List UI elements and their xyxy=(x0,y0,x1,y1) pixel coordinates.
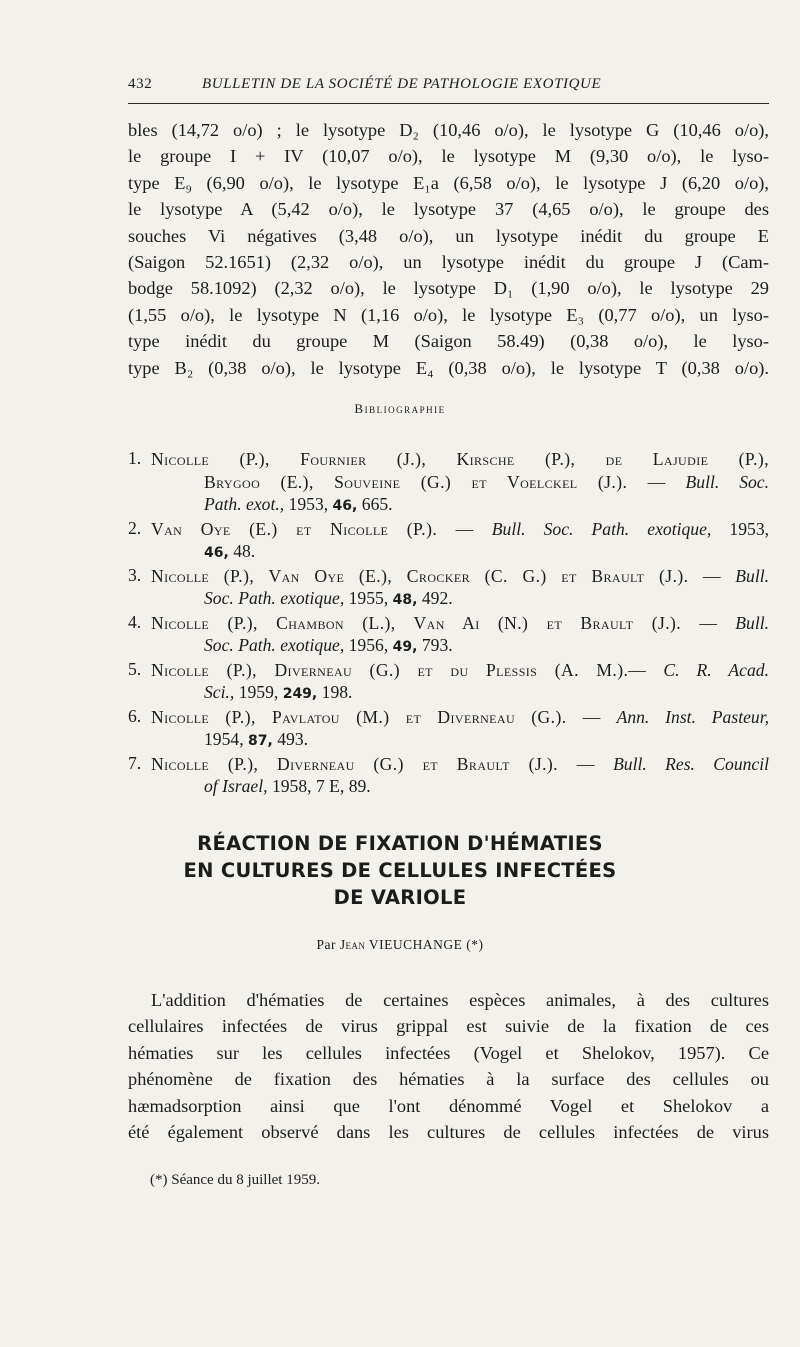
body-line: le lysotype A (5,42 o/o), le lysotype 37 (4,65 o/o), le groupe des xyxy=(128,199,769,220)
reference-line xyxy=(128,587,769,612)
footnote: (*) Séance du 8 juillet 1959. xyxy=(150,1172,320,1188)
reference-volume: 249, xyxy=(282,686,318,702)
reference-year: 1958, xyxy=(271,776,312,796)
reference-pages: 493. xyxy=(277,729,309,749)
reference-pages: 793. xyxy=(421,635,453,655)
reference-year: 1955, xyxy=(348,588,389,608)
reference-journal: C. R. Acad. xyxy=(663,659,769,680)
body-line: bles (14,72 o/o) ; le lysotype D₂ (10,46 o/o), le lysotype G (10,46 o/o), xyxy=(128,120,769,140)
bibliography-heading: Bibliographie xyxy=(354,401,446,416)
reference-authors: Brygoo (E.), Souveine (G.) et Voelckel (J.). — xyxy=(204,471,666,492)
body-line: type E₉ (6,90 o/o), le lysotype E₁a (6,58 o/o), le lysotype J (6,20 o/o), xyxy=(128,172,769,193)
intro-line: hématies sur les cellules infectées (Vogel et Shelokov, 1957). Ce xyxy=(128,1042,769,1063)
reference-item xyxy=(128,565,769,612)
body-line: bodge 58.1092) (2,32 o/o), le lysotype D₁ (1,90 o/o), le lysotype 29 xyxy=(128,278,769,299)
intro-line: hæmadsorption ainsi que l'ont dénommé Vogel et Shelokov a xyxy=(128,1095,769,1116)
reference-number: 7. xyxy=(128,752,142,773)
reference-volume: 7 E, xyxy=(315,776,345,796)
reference-item xyxy=(128,448,769,518)
reference-line xyxy=(128,634,769,659)
reference-year: 1956, xyxy=(348,635,389,655)
reference-authors: Nicolle (P.), Fournier (J.), Kirsche (P.), de Lajudie (P.), xyxy=(151,449,769,469)
reference-journal: Bull. xyxy=(735,565,769,586)
reference-item xyxy=(128,612,769,659)
reference-line xyxy=(128,775,769,798)
body-line: (1,55 o/o), le lysotype N (1,16 o/o), le lysotype E₃ (0,77 o/o), un lyso- xyxy=(128,304,769,325)
reference-item xyxy=(128,659,769,706)
article-title xyxy=(0,830,800,911)
reference-volume: 46, xyxy=(332,498,358,514)
reference-authors: Nicolle (P.), Van Oye (E.), Crocker (C. G.) et Brault (J.). — xyxy=(151,565,722,586)
reference-number: 4. xyxy=(128,611,142,632)
reference-pages: 665. xyxy=(361,494,393,514)
reference-authors: Nicolle (P.), Diverneau (G.) et Brault (J.). — xyxy=(151,753,595,774)
reference-authors: Nicolle (P.), Pavlatou (M.) et Diverneau (G.). — xyxy=(151,706,601,727)
reference-volume: 46, xyxy=(204,545,229,561)
reference-journal: Path. exot., xyxy=(204,494,285,514)
reference-journal: Bull. xyxy=(735,612,769,633)
reference-line xyxy=(128,518,769,541)
reference-journal: Ann. Inst. Pasteur, xyxy=(616,706,769,727)
intro-line: phénomène de fixation des hématies à la surface des cellules ou xyxy=(128,1069,769,1090)
reference-year: 1959, xyxy=(238,682,279,702)
reference-year: 1954, xyxy=(204,729,244,749)
reference-item xyxy=(128,706,769,753)
reference-line xyxy=(128,706,769,729)
byline-prefix: Par xyxy=(316,937,336,952)
reference-journal: Bull. Soc. Path. exotique, xyxy=(491,518,712,539)
reference-number: 3. xyxy=(128,564,142,585)
body-line: (Saigon 52.1651) (2,32 o/o), un lysotype inédit du groupe J (Cam- xyxy=(128,252,769,273)
journal-title: BULLETIN DE LA SOCIÉTÉ DE PATHOLOGIE EXOTIQUE xyxy=(202,76,602,92)
reference-item xyxy=(128,518,769,565)
reference-item xyxy=(128,753,769,798)
reference-line xyxy=(128,565,769,588)
reference-number: 6. xyxy=(128,705,142,726)
reference-journal: Soc. Path. exotique, xyxy=(204,588,345,608)
reference-authors: Nicolle (P.), Chambon (L.), Van Ai (N.) et Brault (J.). — xyxy=(151,612,718,633)
reference-line xyxy=(128,493,769,518)
reference-number: 2. xyxy=(128,517,142,538)
body-paragraph xyxy=(128,117,769,381)
reference-number: 5. xyxy=(128,658,142,679)
intro-line: été également observé dans les cultures de cellules infectées de virus xyxy=(128,1122,769,1143)
body-line: souches Vi négatives (3,48 o/o), un lysotype inédit du groupe E xyxy=(128,225,769,246)
reference-year: 1953, xyxy=(729,518,770,539)
reference-authors: Nicolle (P.), Diverneau (G.) et du Plessis (A. M.).— xyxy=(151,659,647,680)
reference-pages: 492. xyxy=(421,588,453,608)
reference-journal: Soc. Path. exotique, xyxy=(204,635,345,655)
reference-line xyxy=(128,681,769,706)
reference-year: 1953, xyxy=(288,494,329,514)
title-line: DE VARIOLE xyxy=(333,886,467,909)
reference-line xyxy=(128,659,769,682)
body-line: type B₂ (0,38 o/o), le lysotype E₄ (0,38 o/o), le lysotype T (0,38 o/o). xyxy=(128,357,769,378)
reference-volume: 49, xyxy=(392,639,418,655)
footnote-marker: (*) xyxy=(466,937,484,952)
title-line: RÉACTION DE FIXATION D'HÉMATIES xyxy=(197,832,603,855)
title-line: EN CULTURES DE CELLULES INFECTÉES xyxy=(183,859,617,882)
reference-journal: of Israel, xyxy=(204,776,268,796)
reference-line xyxy=(128,728,769,753)
reference-volume: 87, xyxy=(248,733,273,749)
author-last-name: VIEUCHANGE xyxy=(368,937,463,952)
reference-pages: 89. xyxy=(348,776,371,796)
reference-line xyxy=(128,612,769,635)
reference-volume: 48, xyxy=(392,592,418,608)
reference-authors: Van Oye (E.) et Nicolle (P.). — xyxy=(151,518,474,539)
reference-journal: Bull. Res. Council xyxy=(613,753,770,774)
header-rule xyxy=(128,103,769,104)
body-line: type inédit du groupe M (Saigon 58.49) (0,38 o/o), le lyso- xyxy=(128,331,769,352)
reference-journal: Sci., xyxy=(204,682,235,702)
body-line: le groupe I + IV (10,07 o/o), le lysotype M (9,30 o/o), le lyso- xyxy=(128,146,769,167)
reference-line xyxy=(128,471,769,494)
reference-pages: 198. xyxy=(321,682,353,702)
byline xyxy=(0,937,800,953)
reference-line xyxy=(128,753,769,776)
reference-pages: 48. xyxy=(233,541,256,561)
reference-number: 1. xyxy=(128,448,142,468)
reference-line xyxy=(128,540,769,565)
intro-line: cellulaires infectées de virus grippal est suivie de la fixation de ces xyxy=(128,1016,769,1037)
intro-paragraph xyxy=(128,987,769,1145)
reference-list xyxy=(128,448,769,798)
author-first-name: Jean xyxy=(339,937,366,952)
reference-journal: Bull. Soc. xyxy=(685,471,770,492)
intro-line: L'addition d'hématies de certaines espèces animales, à des cultures xyxy=(151,990,769,1010)
page-number: 432 xyxy=(128,76,153,92)
